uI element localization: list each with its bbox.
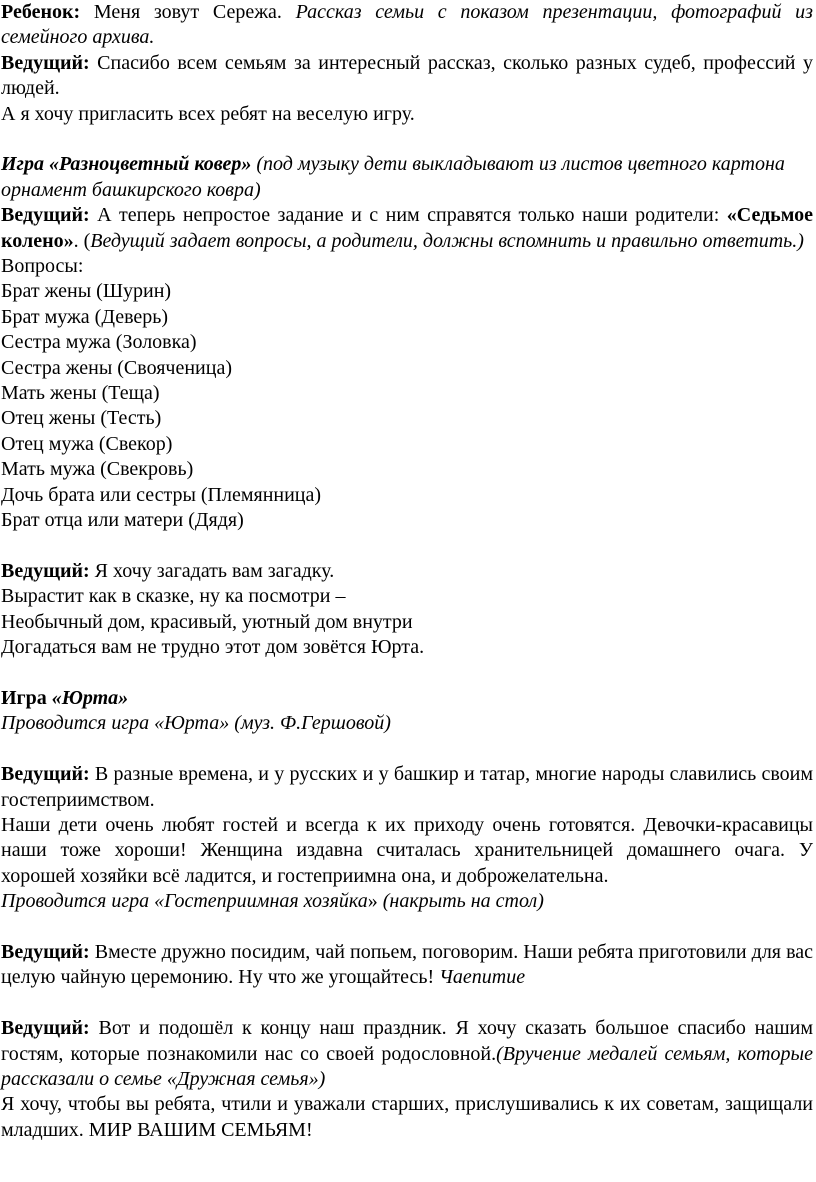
stage-direction: Рассказ семьи с показом презентации, фотографий из семейного архива. — [1, 1, 813, 49]
game-title: Игра «Разноцветный ковер» — [1, 153, 252, 176]
speech-text: В разные времена, и у русских и у башкир и татар, многие народы славились своим гостеприимством. — [1, 763, 813, 811]
riddle-line: Догадаться вам не трудно этот дом зовётся Юрта. — [1, 636, 425, 659]
paragraph-final-wish: Я хочу, чтобы вы ребята, чтили и уважали старших, прислушивались к их советам, защищали младших. МИР ВАШИМ СЕМЬЯМ! — [1, 1093, 813, 1141]
speaker-label: Ведущий: — [1, 51, 90, 74]
paragraph-closing — [1, 1016, 813, 1092]
speech-text: А теперь непростое задание и с ним справятся только наши родители: — [89, 204, 727, 227]
paragraph-child-intro — [1, 0, 813, 51]
list-item: Мать мужа (Свекровь) — [1, 458, 194, 481]
riddle-line: Вырастит как в сказке, ну ка посмотри – — [1, 585, 346, 608]
speech-text: Меня зовут Сережа. — [80, 1, 296, 23]
riddle-line: Необычный дом, красивый, уютный дом внутри — [1, 610, 413, 633]
blank-line — [1, 534, 813, 559]
blank-line — [1, 915, 813, 940]
list-item: Брат жены (Шурин) — [1, 280, 172, 303]
list-item: Брат мужа (Деверь) — [1, 305, 169, 328]
paragraph-invite: А я хочу пригласить всех ребят на веселую игру. — [1, 102, 415, 125]
list-item: Брат отца или матери (Дядя) — [1, 509, 244, 532]
blank-line — [1, 991, 813, 1016]
speaker-label: Ведущий: — [1, 1017, 90, 1040]
speech-text: Вот и подошёл к концу наш праздник. Я хочу сказать большое спасибо нашим гостям, которые познакомили нас со своей родословной. — [1, 1017, 813, 1065]
paragraph-tea — [1, 940, 813, 991]
quote-mark: » — [367, 890, 378, 913]
paragraph-riddle-intro — [1, 559, 813, 584]
blank-line — [1, 661, 813, 686]
stage-direction: (Вручение медалей семьям, которые рассказали о семье «Дружная семья») — [1, 1042, 813, 1090]
list-item: Отец мужа (Свекор) — [1, 432, 173, 455]
game-title: «Седьмое колено» — [1, 204, 813, 252]
blank-line — [1, 127, 813, 152]
paragraph-hospitality — [1, 762, 813, 813]
list-item: Сестра мужа (Золовка) — [1, 331, 197, 354]
list-item: Мать жены (Теща) — [1, 382, 160, 405]
game-prefix: Игра — [1, 686, 52, 709]
game-title: «Юрта» — [51, 686, 129, 709]
questions-list — [1, 279, 813, 533]
game-hostess-note — [1, 889, 813, 914]
list-item: Отец жены (Тесть) — [1, 407, 162, 430]
game-colorful-carpet — [1, 152, 813, 203]
speech-text: Я хочу загадать вам загадку. — [89, 559, 335, 582]
speaker-label: Ребенок: — [1, 1, 81, 23]
list-item: Сестра жены (Свояченица) — [1, 356, 232, 379]
blank-line — [1, 737, 813, 762]
speech-text: Вместе дружно посидим, чай попьем, поговорим. Наши ребята приготовили для вас целую чайную церемонию. Ну что же угощайтесь! — [1, 940, 813, 989]
speaker-label: Ведущий: — [1, 204, 90, 227]
paragraph-hostess: Наши дети очень любят гостей и всегда к их приходу очень готовятся. Девочки-красавицы наши тоже хороши! Женщина издавна считалась хранительницей домашнего очага. У хорошей хозяйки всё ладится, и гостеприимна она, и доброжелательна. — [1, 813, 813, 887]
speech-text: Спасибо всем семьям за интересный рассказ, сколько разных судеб, профессий у людей. — [1, 51, 813, 100]
game-yurt-note: Проводится игра «Юрта» (муз. Ф.Гершовой) — [1, 712, 391, 735]
paragraph-seventh-generation — [1, 203, 813, 254]
list-item: Дочь брата или сестры (Племянница) — [1, 483, 322, 506]
speaker-label: Ведущий: — [1, 763, 90, 786]
questions-heading: Вопросы: — [1, 255, 84, 278]
stage-direction: Ведущий задает вопросы, а родители, должны вспомнить и правильно ответить.) — [90, 229, 804, 252]
stage-direction: Проводится игра «Гостеприимная хозяйка — [1, 890, 368, 913]
stage-direction: (под музыку дети выкладывают из листов цветного картона орнамент башкирского ковра) — [1, 153, 785, 201]
speech-text-punct: . ( — [73, 229, 91, 252]
speaker-label: Ведущий: — [1, 940, 90, 963]
stage-direction: (накрыть на стол) — [377, 890, 544, 913]
game-yurt-title — [1, 686, 813, 711]
speaker-label: Ведущий: — [1, 559, 90, 582]
paragraph-host-thanks — [1, 51, 813, 102]
stage-direction: Чаепитие — [439, 966, 526, 989]
